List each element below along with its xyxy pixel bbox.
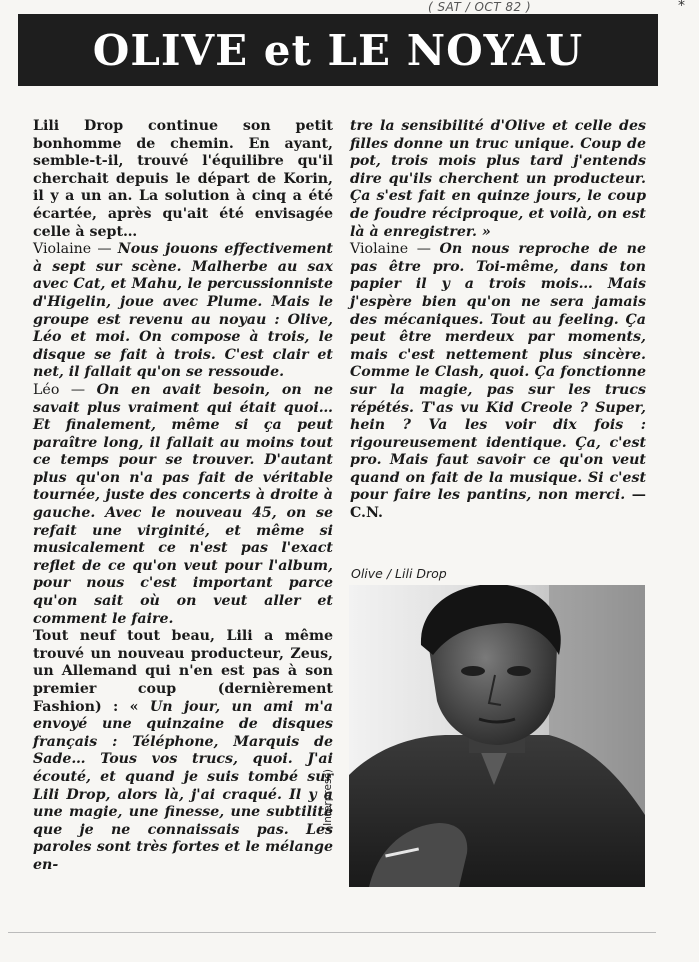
paragraph-leo: Léo — On en avait besoin, on ne savait plus vraiment qui était quoi… Et finalement, même si ça peut paraître long, il fallait au moins tout ce temps pour se trouver. D'autant plus qu'on n'a pas fait de véritable tournée, juste des concerts à droite à gauche. Avec le nouveau 45, on se refait une virginité, et même si musicalement ce n'est pas l'exact reflet de ce qu'on veut pour l'album, pour nous c'est important parce qu'on sait où on veut aller et comment le faire. — [33, 381, 333, 627]
article-column-left — [33, 118, 333, 875]
paragraph-zeus: Tout neuf tout beau, Lili a même trouvé un nouveau producteur, Zeus, un Allemand qui n'en est pas à son premier coup (dernièrement Fashion) : « Un jour, un ami m'a envoyé une quinzaine de disques français : Téléphone, Marquis de Sade… Tous vos trucs, quoi. J'ai écouté, et quand je suis tombé sur Lili Drop, alors là, j'ai craqué. Il y a une magie, une finesse, une subtilité que je ne connaissais pas. Les paroles sont très fortes et le mélange en- — [33, 628, 333, 873]
paragraph-violaine-1: Violaine — Nous jouons effectivement à sept sur scène. Malherbe au sax avec Cat, et Mahu, le percussionniste d'Higelin, joue avec Plume. Mais le groupe est revenu au noyau : Olive, Léo et moi. On compose à trois, le disque se fait à trois. C'est clair et net, il fallait qu'on se ressoude. — [33, 241, 333, 381]
star-mark: * — [678, 0, 685, 14]
title-banner — [18, 14, 658, 86]
article-column-right — [350, 118, 646, 523]
speaker-label: Léo — — [33, 381, 97, 398]
paragraph-zeus-continued: tre la sensibilité d'Olive et celle des filles donne un truc unique. Coup de pot, trois mois plus tard j'entends dire qu'ils cherchent un producteur. Ça s'est fait en quinze jours, le coup de foudre réciproque, et voilà, on est là à enregistrer. » — [350, 118, 646, 240]
photo-credit: (Interpress) — [322, 769, 334, 830]
paragraph-intro: Lili Drop continue son petit bonhomme de chemin. En ayant, semble-t-il, trouvé l'équilibre qu'il cherchait depuis le départ de Korin, il y a un an. La solution à cinq a été écartée, après qu'ait été envisagée celle à sept… — [33, 118, 333, 240]
portrait-photo — [349, 585, 645, 887]
article-title: OLIVE et LE NOYAU — [92, 25, 584, 75]
author-signature: — C.N. — [350, 487, 646, 522]
speaker-label: Violaine — — [33, 241, 118, 258]
handwritten-date-note: ( SAT / OCT 82 ) — [428, 0, 532, 14]
paragraph-violaine-2: Violaine — On nous reproche de ne pas être pro. Toi-même, dans ton papier il y a trois mois… Mais j'espère bien qu'on ne sera jamais des mécaniques. Tout au feeling. Ça peut être merdeux par moments, mais c'est nettement plus sincère. Comme le Clash, quoi. Ça fonctionne sur la magie, pas sur les trucs répétés. T'as vu Kid Creole ? Super, hein ? Va les voir dix fois : rigoureusement identique. Ça, c'est pro. Mais faut savoir ce qu'on veut quand on fait de la musique. Si c'est pour faire les pantins, non merci. — C.N. — [350, 241, 647, 522]
speaker-label: Violaine — — [350, 241, 440, 258]
bottom-rule — [8, 932, 656, 933]
photo-caption: Olive / Lili Drop — [351, 566, 447, 581]
